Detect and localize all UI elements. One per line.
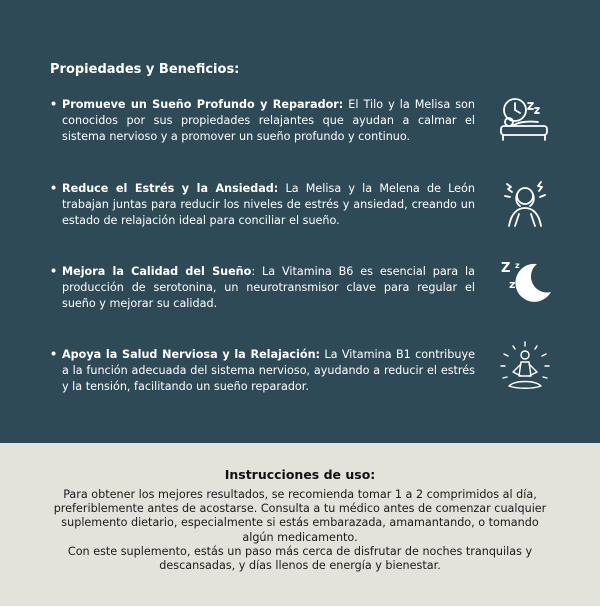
instructions-paragraph: Con este suplemento, estás un paso más cerca de disfrutar de noches tranquilas y descansadas, y días llenos de energía y bienestar. [67, 544, 533, 573]
benefit-text [50, 347, 475, 395]
stressed-person-icon [497, 176, 553, 232]
instructions-paragraph: Para obtener los mejores resultados, se recomienda tomar 1 a 2 comprimidos al día, preferiblemente antes de acostarse. Consulta a tu médico antes de comenzar cualquier suplemento dietario, especialmente si estás embarazada, amamantando, o tomando algún medicamento. [53, 488, 547, 544]
benefit-heading: Reduce el Estrés y la Ansiedad: [62, 182, 279, 195]
svg-text:z: z [515, 261, 520, 270]
benefit-item-nervous [50, 347, 475, 395]
bullet: • [50, 348, 58, 361]
instructions-title: Instrucciones de uso: [224, 467, 376, 482]
benefits-title: Propiedades y Beneficios: [50, 62, 240, 77]
benefit-text [50, 97, 475, 145]
bullet: • [50, 182, 58, 195]
benefit-description: La Melisa y la Melena de León trabajan juntas para reducir los niveles de estrés y ansiedad, creando un estado de relajación ideal para conciliar el sueño. [62, 182, 475, 227]
moon-zzz-icon [497, 254, 553, 310]
meditation-icon [497, 340, 553, 396]
instructions-body [48, 488, 552, 573]
benefit-text [50, 181, 475, 229]
svg-text:z: z [509, 278, 516, 291]
benefit-heading: Mejora la Calidad del Sueño [62, 265, 252, 278]
benefit-heading: Promueve un Sueño Profundo y Reparador: [62, 98, 344, 111]
benefit-item-sleep [50, 97, 475, 145]
svg-text:Z: Z [501, 261, 511, 276]
benefit-description: El Tilo y la Melisa son conocidos por sus propiedades relajantes que ayudan a calmar el sistema nervioso y a promover un sueño profundo y continuo. [62, 98, 475, 143]
benefit-description: : La Vitamina B6 es esencial para la producción de serotonina, un neurotransmisor clave para regular el sueño y mejorar su calidad. [62, 265, 475, 310]
sleeping-in-bed-clock-icon [497, 94, 553, 150]
benefit-item-stress [50, 181, 475, 229]
benefit-item-quality [50, 264, 475, 312]
benefit-heading: Apoya la Salud Nerviosa y la Relajación: [62, 348, 321, 361]
bullet: • [50, 265, 58, 278]
benefit-text [50, 264, 475, 312]
bullet: • [50, 98, 58, 111]
benefit-description: La Vitamina B1 contribuye a la función adecuada del sistema nervioso, ayudando a reducir el estrés y la tensión, facilitando un sueño reparador. [62, 348, 475, 393]
